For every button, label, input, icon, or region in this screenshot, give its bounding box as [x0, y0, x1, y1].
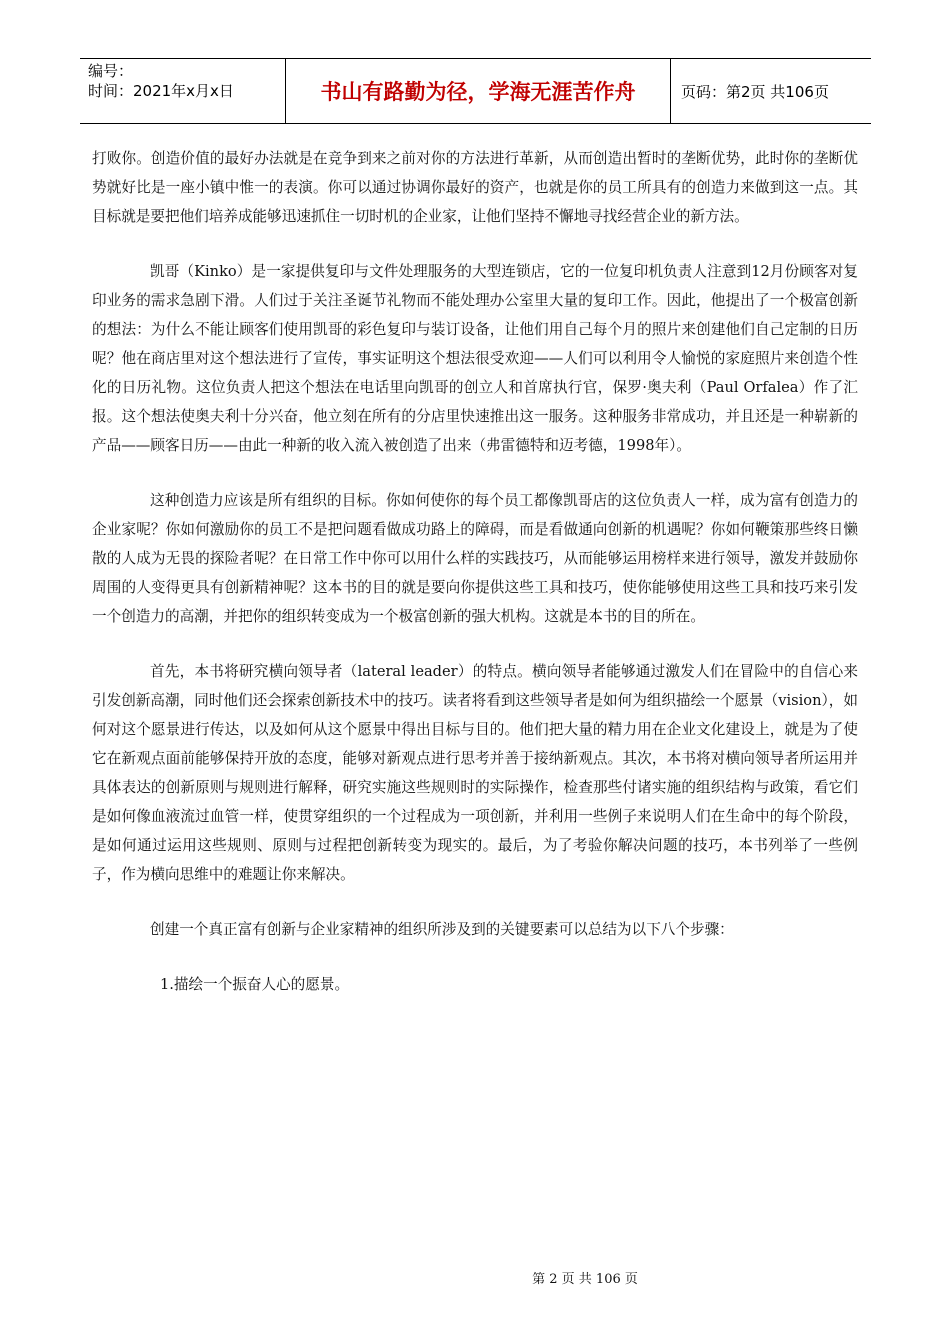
- paragraph: 创建一个真正富有创新与企业家精神的组织所涉及到的关键要素可以总结为以下八个步骤：: [150, 921, 734, 938]
- list-item: 1.描绘一个振奋人心的愿景。: [160, 976, 350, 993]
- paragraph: 首先，本书将研究横向领导者（lateral leader）的特点。横向领导者能够通过激发人们在冒险中的自信心来引发创新高潮，同时他们还会探索创新技术中的技巧。读者将看到这些领导者是如何为组织描绘一个愿景（vision），如何对这个愿景进行传达，以及如何从这个愿景中得出目标与目的。他们把大量的精力用在企业文化建设上，就是为了使它在新观点面前能够保持开放的态度，能够对新观点进行思考并善于接纳新观点。其次，本书将对横向领导者所运用并具体表达的创新原则与规则进行解释，研究实施这些规则时的实际操作，检查那些付诸实施的组织结构与政策，看它们是如何像血液流过血管一样，使贯穿组织的一个过程成为一项创新，并利用一些例子来说明人们在生命中的每个阶段，是如何通过运用这些规则、原则与过程把创新转变为现实的。最后，为了考验你解决问题的技巧，本书列举了一些例子，作为横向思维中的难题让你来解决。: [92, 663, 858, 883]
- document-body: [92, 144, 858, 999]
- page-footer: 第 2 页 共 106 页: [532, 1272, 638, 1287]
- paragraph: 凯哥（Kinko）是一家提供复印与文件处理服务的大型连锁店，它的一位复印机负责人注意到12月份顾客对复印业务的需求急剧下滑。人们过于关注圣诞节礼物而不能处理办公室里大量的复印工作。因此，他提出了一个极富创新的想法：为什么不能让顾客们使用凯哥的彩色复印与装订设备，让他们用自己每个月的照片来创建他们自己定制的日历呢？他在商店里对这个想法进行了宣传，事实证明这个想法很受欢迎——人们可以利用令人愉悦的家庭照片来创造个性化的日历礼物。这位负责人把这个想法在电话里向凯哥的创立人和首席执行官，保罗·奥夫利（Paul Orfalea）作了汇报。这个想法使奥夫利十分兴奋，他立刻在所有的分店里快速推出这一服务。这种服务非常成功，并且还是一种崭新的产品——顾客日历——由此一种新的收入流入被创造了出来（弗雷德特和迈考德，1998年）。: [92, 263, 858, 454]
- paragraph: 打败你。创造价值的最好办法就是在竞争到来之前对你的方法进行革新，从而创造出暂时的垄断优势，此时你的垄断优势就好比是一座小镇中惟一的表演。你可以通过协调你最好的资产，也就是你的员工所具有的创造力来做到这一点。其目标就是要把他们培养成能够迅速抓住一切时机的企业家，让他们坚持不懈地寻找经营企业的新方法。: [92, 150, 858, 225]
- header-motto: 书山有路勤为径，学海无涯苦作舟: [285, 59, 671, 123]
- header-page-info: 页码：第2页 共106页: [681, 82, 829, 101]
- header-meta: [80, 59, 285, 123]
- paragraph: 这种创造力应该是所有组织的目标。你如何使你的每个员工都像凯哥店的这位负责人一样，成为富有创造力的企业家呢？你如何激励你的员工不是把问题看做成功路上的障碍，而是看做通向创新的机遇呢？你如何鞭策那些终日懒散的人成为无畏的探险者呢？在日常工作中你可以用什么样的实践技巧，从而能够运用榜样来进行领导，激发并鼓励你周围的人变得更具有创新精神呢？这本书的目的就是要向你提供这些工具和技巧，使你能够使用这些工具和技巧来引发一个创造力的高潮，并把你的组织转变成为一个极富创新的强大机构。这就是本书的目的所在。: [92, 492, 858, 625]
- document-time-label: 时间：2021年x月x日: [88, 82, 234, 100]
- page-header: [80, 58, 871, 124]
- document-number-label: 编号：: [88, 62, 134, 80]
